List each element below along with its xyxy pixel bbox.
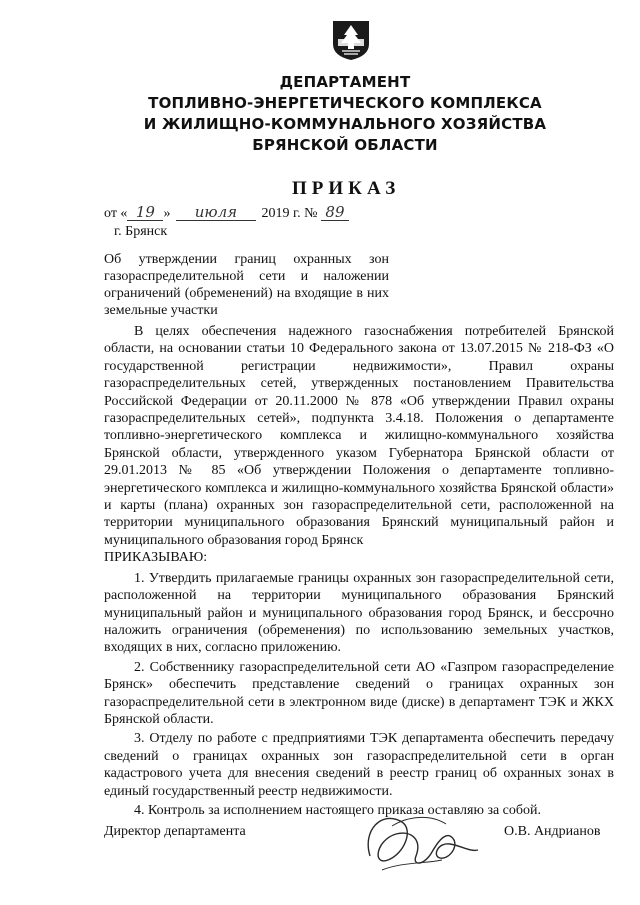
item-2: 2. Собственнику газораспределительной сети АО «Газпром газораспределение Брянск» обеспечить представление сведений о границах охранных зон газораспределительной сети в электронном виде (диске) в департамент ТЭК и ЖКХ Брянской области. (104, 659, 614, 727)
handwritten-signature (352, 800, 492, 880)
number-sign: № (304, 206, 318, 221)
date-prefix: от « (104, 206, 128, 221)
item-4: 4. Контроль за исполнением настоящего приказа оставляю за собой. (134, 802, 542, 818)
signer-position: Директор департамента (104, 824, 246, 839)
order-body (104, 323, 614, 819)
order-subject: Об утверждении границ охранных зон газораспределительной сети и наложении ограничений (обременений) на входящие в них земельные участки (104, 252, 389, 318)
preamble: В целях обеспечения надежного газоснабжения потребителей Брянской области, на основании статьи 10 Федерального закона от 13.07.2015 № 218-ФЗ «О государственной регистрации недвижимости», Правил охраны газораспределительных сетей, утвержденных постановлением Правительства Российской Федерации от 20.11.2000 № 878 «Об утверждении Правил охраны газораспределительных сетей», подпункта 3.4.18. Положения о департаменте топливно-энергетического комплекса и жилищно-коммунального хозяйства Брянской области, утвержденного указом Губернатора Брянской области от 29.01.2013 № 85 «Об утверждении Положения о департаменте топливно-энергетического комплекса и жилищно-коммунального хозяйства Брянской области» и карты (плана) охранных зон газораспределительной сети, расположенной на территории муниципального образования Брянский муниципальный район и муниципального образования город Брянск (104, 324, 614, 548)
header-line-3: И ЖИЛИЩНО-КОММУНАЛЬНОГО ХОЗЯЙСТВА (143, 115, 547, 133)
date-line (104, 205, 349, 222)
item-1: 1. Утвердить прилагаемые границы охранных зон газораспределительной сети, расположенной на территории муниципального образования Брянский муниципальный район и муниципального образования город Брянск, и бессрочно наложить ограничения (обременения) по использованию земельных участков, входящих в них, согласно приложению. (104, 570, 614, 656)
header-line-2: ТОПЛИВНО-ЭНЕРГЕТИЧЕСКОГО КОМПЛЕКСА (148, 94, 542, 112)
date-year: 2019 г. (261, 206, 301, 221)
signer-name: О.В. Андрианов (504, 824, 601, 839)
document-title: ПРИКАЗ (292, 178, 401, 199)
order-number: 89 (321, 205, 349, 221)
item-3: 3. Отделу по работе с предприятиями ТЭК департамента обеспечить передачу сведений о границах охранных зон газораспределительной сети в орган кадастрового учета для внесения сведений в реестр границ об охранных зонах в единый государственный реестр недвижимости. (104, 731, 614, 799)
order-word: ПРИКАЗЫВАЮ: (104, 550, 208, 566)
header-line-1: ДЕПАРТАМЕНТ (279, 73, 411, 91)
date-month: июля (176, 205, 256, 221)
coat-of-arms-icon (330, 18, 372, 62)
department-header (140, 72, 550, 156)
date-day: 19 (127, 205, 163, 221)
date-mid: » (163, 206, 171, 221)
city: г. Брянск (114, 224, 168, 239)
header-line-4: БРЯНСКОЙ ОБЛАСТИ (252, 136, 438, 154)
